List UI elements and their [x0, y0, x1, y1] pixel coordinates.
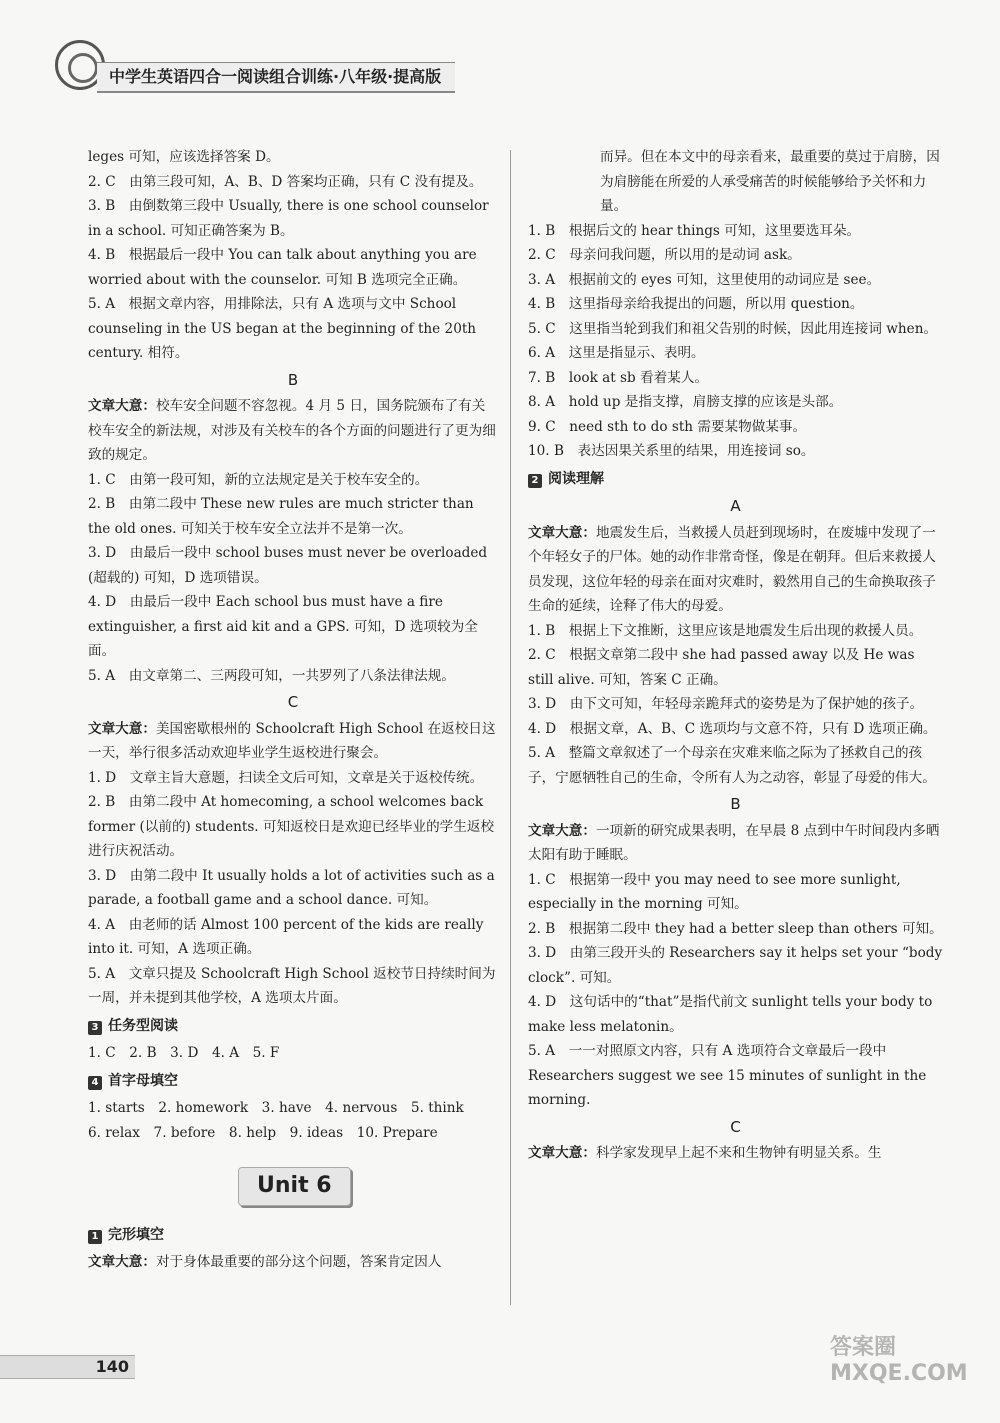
watermark-logo: 答案圈 MXQE.COM — [830, 1335, 968, 1386]
summary-label: 文章大意： — [88, 1254, 156, 1270]
summary-label: 文章大意： — [528, 822, 596, 839]
answer-line: 1. B 根据后文的 hear things 可知，这里要选耳朵。 — [528, 222, 861, 239]
answer-line: 3. D 由下文可知，年轻母亲跪拜式的姿势是为了保护她的孩子。 — [528, 696, 924, 712]
answer-line: 3. D 由第三段开头的 Researchers say it helps set your “body clock”. 可知。 — [528, 945, 943, 986]
summary-text: 科学家发现早上起不来和生物钟有明显关系。生 — [595, 1145, 882, 1161]
summary-text: 校车安全问题不容忽视。4 月 5 日，国务院颁布了有关校车安全的新法规，对涉及有关校车的各个方面的问题进行了更为细致的规定。 — [88, 398, 496, 463]
summary — [88, 1250, 498, 1275]
answer-line: 3. D 由最后一段中 school buses must never be overloaded (超载的) 可知，D 选项错误。 — [88, 545, 488, 586]
answer-line: 2. B 根据第二段中 they had a better sleep than others 可知。 — [528, 920, 943, 937]
answer-line: 4. D 这句话中的“that”是指代前文 sunlight tells your body to make less melatonin。 — [528, 994, 933, 1035]
summary-continuation: 而异。但在本文中的母亲看来，最重要的莫过于肩膀，因为肩膀能在所爱的人承受痛苦的时候能够给予关怀和力量。 — [600, 149, 940, 214]
unit-title: Unit 6 — [238, 1167, 351, 1206]
summary — [528, 521, 943, 619]
summary — [528, 1141, 943, 1166]
summary-label: 文章大意： — [88, 398, 156, 414]
answer-line: 5. A 整篇文章叙述了一个母亲在灾难来临之际为了拯救自己的孩子，宁愿牺牲自己的生命，令所有人为之动容，彰显了母爱的伟大。 — [528, 745, 936, 786]
page-header — [55, 40, 475, 98]
answer-line: 1. D 文章主旨大意题，扫读全文后可知，文章是关于返校传统。 — [88, 769, 484, 786]
right-column — [528, 145, 943, 1166]
page-number: 140 — [95, 1357, 129, 1376]
answer-line: 5. A 文章只提及 Schoolcraft High School 返校节日持续时间为一周，并未提到其他学校，A 选项太片面。 — [88, 965, 496, 1006]
answer-line: 9. C need sth to do sth 需要某物做某事。 — [528, 418, 807, 435]
answer-line: 6. relax 7. before 8. help 9. ideas 10. Prepare — [88, 1124, 438, 1141]
section-heading — [528, 467, 943, 492]
answer-line: 2. C 根据文章第二段中 she had passed away 以及 He was still alive. 可知，答案 C 正确。 — [528, 647, 915, 688]
summary-label: 文章大意： — [88, 720, 156, 737]
section-heading — [88, 1223, 498, 1248]
section-heading — [88, 1069, 498, 1094]
answer-line: 1. B 根据上下文推断，这里应该是地震发生后出现的救援人员。 — [528, 622, 923, 639]
section-letter: C — [730, 1117, 741, 1136]
section-letter: B — [730, 795, 741, 813]
answer-line: 4. A 由老师的话 Almost 100 percent of the kids are really into it. 可知，A 选项正确。 — [88, 916, 484, 957]
section-letter: C — [287, 693, 299, 711]
left-column — [88, 145, 498, 1275]
answer-line: 4. D 根据文章，A、B、C 选项均与文意不符，只有 D 选项正确。 — [528, 720, 937, 737]
summary-text: 地震发生后，当救援人员赶到现场时，在废墟中发现了一个年轻女子的尸体。她的动作非常奇怪，像是在朝拜。但后来救援人员发现，这位年轻的母亲在面对灾难时，毅然用自己的生命换取孩子生命的延续，诠释了伟大的母爱。 — [528, 524, 936, 614]
answer-line: 3. D 由第二段中 It usually holds a lot of activities such as a parade, a football game and a school dance. 可知。 — [88, 867, 495, 908]
answer-line: 2. C 母亲问我问题，所以用的是动词 ask。 — [528, 247, 801, 263]
section-title: 完形填空 — [108, 1226, 164, 1243]
answer-line: 2. B 由第二段中 At homecoming, a school welcomes back former (以前的) students. 可知返校日是欢迎已经毕业的学生返校进行庆祝活动。 — [88, 794, 495, 859]
section-number-icon: 2 — [528, 474, 542, 488]
summary-text: 对于身体最重要的部分这个问题，答案肯定因人 — [155, 1254, 442, 1270]
section-title: 任务型阅读 — [108, 1017, 178, 1034]
answer-line: 5. A 由文章第二、三两段可知，一共罗列了八条法律法规。 — [88, 667, 455, 684]
answer-line: 7. B look at sb 看着某人。 — [528, 369, 709, 386]
answer-line: 10. B 表达因果关系里的结果，用连接词 so。 — [528, 443, 815, 459]
summary-text: 一项新的研究成果表明，在早晨 8 点到中午时间段内多晒太阳有助于睡眠。 — [528, 822, 940, 863]
answer-line: 4. B 根据最后一段中 You can talk about anything you are worried about with the counselor. 可知 B 选项完全正确。 — [88, 247, 477, 288]
section-number-icon: 4 — [88, 1076, 102, 1090]
answer-line: 1. C 由第一段可知，新的立法规定是关于校车安全的。 — [88, 471, 429, 488]
answer-line: 5. A 一一对照原文内容，只有 A 选项符合文章最后一段中 Researchers suggest we see 15 minutes of sunlight in the morning. — [528, 1043, 927, 1108]
section-number-icon: 3 — [88, 1021, 102, 1035]
answer-line: 1. C 2. B 3. D 4. A 5. F — [88, 1045, 280, 1061]
answer-line: 4. D 由最后一段中 Each school bus must have a fire extinguisher, a first aid kit and a GPS. 可知，D 选项较为全面。 — [88, 594, 478, 659]
answer-line: 3. A 根据前文的 eyes 可知，这里使用的动词应是 see。 — [528, 271, 881, 288]
section-title: 首字母填空 — [108, 1072, 178, 1089]
answer-line: leges 可知，应该选择答案 D。 — [88, 149, 280, 165]
answer-line: 3. B 由倒数第三段中 Usually, there is one school counselor in a school. 可知正确答案为 B。 — [88, 198, 489, 239]
summary-text: 美国密歇根州的 Schoolcraft High School 在返校日这一天，举行很多活动欢迎毕业学生返校进行聚会。 — [88, 720, 496, 761]
section-heading — [88, 1014, 498, 1039]
section-title: 阅读理解 — [548, 470, 604, 487]
page-number-bar — [0, 1355, 135, 1379]
answer-line: 2. C 由第三段可知，A、B、D 答案均正确，只有 C 没有提及。 — [88, 173, 483, 190]
answer-line: 1. C 根据第一段中 you may need to see more sunlight, especially in the morning 可知。 — [528, 871, 901, 912]
answer-line: 5. A 根据文章内容，用排除法，只有 A 选项与文中 School counseling in the US began at the beginning of the 20th century. 相符。 — [88, 296, 477, 361]
answer-line: 5. C 这里指当轮到我们和祖父告别的时候，因此用连接词 when。 — [528, 320, 938, 337]
section-letter: A — [730, 497, 741, 515]
answer-line: 2. B 由第二段中 These new rules are much stricter than the old ones. 可知关于校车安全立法并不是第一次。 — [88, 496, 474, 537]
section-letter: B — [287, 370, 299, 389]
summary-label: 文章大意： — [528, 524, 596, 541]
answer-line: 6. A 这里是指显示、表明。 — [528, 345, 705, 361]
summary — [88, 394, 498, 468]
summary-label: 文章大意： — [528, 1145, 596, 1161]
summary — [528, 819, 943, 868]
answer-line: 1. starts 2. homework 3. have 4. nervous 5. think — [88, 1100, 464, 1116]
section-number-icon: 1 — [88, 1230, 102, 1244]
answer-line: 8. A hold up 是指支撑，肩膀支撑的应该是头部。 — [528, 394, 843, 410]
summary — [88, 717, 498, 766]
book-title: 中学生英语四合一阅读组合训练·八年级·提高版 — [97, 62, 455, 93]
column-divider — [510, 150, 511, 1305]
answer-line: 4. B 这里指母亲给我提出的问题，所以用 question。 — [528, 296, 864, 312]
